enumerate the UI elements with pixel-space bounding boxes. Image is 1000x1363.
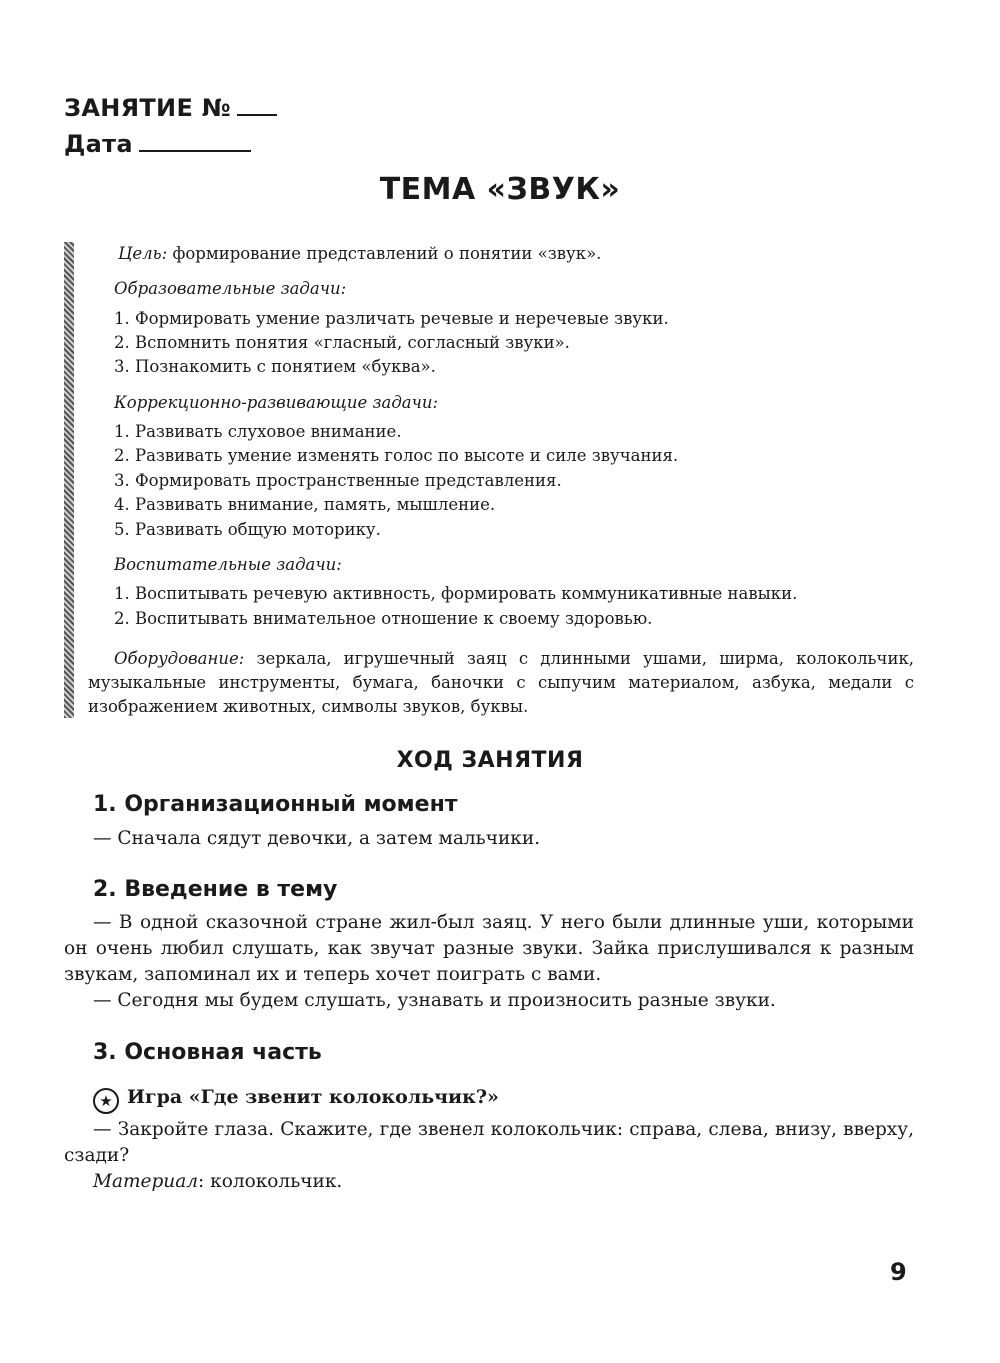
section-1-text: — Сначала сядут девочки, а затем мальчики.: [93, 828, 541, 849]
goals-block: [64, 242, 914, 720]
game-title-line: [93, 1083, 499, 1114]
material-line: [93, 1169, 342, 1195]
lesson-number-label: ЗАНЯТИЕ №: [64, 94, 231, 122]
date-line: [64, 130, 251, 158]
star-icon: ★: [93, 1088, 119, 1114]
date-blank: [139, 130, 251, 152]
equipment-text: зеркала, игрушечный заяц с длинными ушами, ширма, колокольчик, музыкальные инструменты, бумага, баночки с сыпучим материалом, азбука, медали с изображением животных, символы звуков, буквы.: [88, 649, 914, 716]
equipment-paragraph: [88, 647, 914, 719]
course-heading: ХОД ЗАНЯТИЯ: [396, 748, 584, 773]
game-instruction: — Закройте глаза. Скажите, где звенел колокольчик: справа, слева, внизу, вверху, сзади?: [64, 1119, 914, 1166]
material-label: Материал: [93, 1171, 199, 1192]
correctional-item: 2. Развивать умение изменять голос по высоте и силе звучания.: [114, 446, 679, 465]
educational-label: Образовательные задачи:: [114, 279, 347, 298]
goal-line: [118, 242, 601, 266]
upbringing-label: Воспитательные задачи:: [114, 555, 342, 574]
page-title: ТЕМА «ЗВУК»: [379, 172, 621, 207]
section-2-paragraph-2: — Сегодня мы будем слушать, узнавать и произносить разные звуки.: [93, 990, 776, 1011]
section-1-title: 1. Организационный момент: [93, 792, 458, 817]
game-title: Игра «Где звенит колокольчик?»: [127, 1086, 499, 1108]
date-label: Дата: [64, 130, 133, 158]
upbringing-item: 1. Воспитывать речевую активность, формировать коммуникативные навыки.: [114, 584, 798, 603]
lesson-number-line: [64, 94, 277, 122]
goal-text: формирование представлений о понятии «звук».: [167, 244, 602, 263]
goal-label: Цель:: [118, 244, 168, 263]
correctional-item: 5. Развивать общую моторику.: [114, 520, 381, 539]
page-number: 9: [890, 1258, 907, 1286]
equipment-label: Оборудование:: [114, 649, 245, 668]
correctional-item: 4. Развивать внимание, память, мышление.: [114, 495, 496, 514]
correctional-label: Коррекционно-развивающие задачи:: [114, 393, 439, 412]
section-3-title: 3. Основная часть: [93, 1040, 322, 1065]
educational-item: 3. Познакомить с понятием «буква».: [114, 357, 436, 376]
lesson-number-blank: [237, 94, 277, 116]
correctional-item: 1. Развивать слуховое внимание.: [114, 422, 402, 441]
educational-item: 2. Вспомнить понятия «гласный, согласный звуки».: [114, 333, 570, 352]
decorative-side-bar: [64, 242, 74, 718]
section-2-paragraph-1: — В одной сказочной стране жил-был заяц. У него были длинные уши, которыми он очень любил слушать, как звучат разные звуки. Зайка прислушивался к разным звукам, запоминал их и теперь хочет поиграть с вами.: [64, 912, 914, 985]
educational-item: 1. Формировать умение различать речевые и неречевые звуки.: [114, 309, 669, 328]
correctional-item: 3. Формировать пространственные представления.: [114, 471, 562, 490]
material-text: : колокольчик.: [198, 1171, 343, 1192]
upbringing-item: 2. Воспитывать внимательное отношение к своему здоровью.: [114, 609, 653, 628]
section-2-title: 2. Введение в тему: [93, 877, 338, 902]
